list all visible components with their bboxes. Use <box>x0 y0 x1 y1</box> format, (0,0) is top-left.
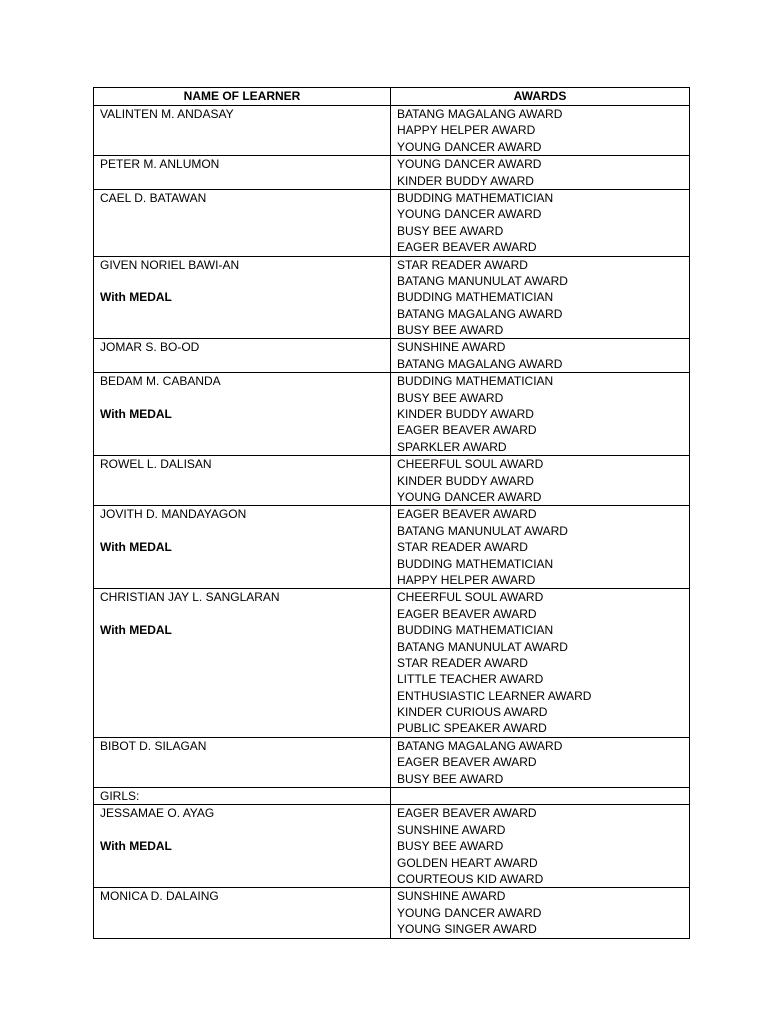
awards-cell <box>391 456 690 506</box>
award-item: BUDDING MATHEMATICIAN <box>397 290 554 305</box>
award-item: GOLDEN HEART AWARD <box>397 855 538 870</box>
awards-cell <box>391 788 690 805</box>
table-row <box>94 506 690 589</box>
table-row <box>94 589 690 738</box>
award-item: BUDDING MATHEMATICIAN <box>397 556 554 571</box>
award-item: SUNSHINE AWARD <box>397 822 506 837</box>
award-item: BUSY BEE AWARD <box>397 223 504 238</box>
empty-awards <box>397 788 689 804</box>
awards-cell <box>391 189 690 256</box>
award-item: BUDDING MATHEMATICIAN <box>397 623 554 638</box>
award-item: EAGER BEAVER AWARD <box>397 606 537 621</box>
learner-name: CHRISTIAN JAY L. SANGLARAN <box>100 590 280 605</box>
table-row <box>94 339 690 373</box>
award-item: BUDDING MATHEMATICIAN <box>397 374 554 389</box>
award-item: KINDER BUDDY AWARD <box>397 473 534 488</box>
section-row <box>94 788 690 805</box>
award-item: SPARKLER AWARD <box>397 439 507 454</box>
learner-name: JESSAMAE O. AYAG <box>100 806 215 821</box>
learner-name-cell <box>94 106 391 156</box>
learner-name: GIVEN NORIEL BAWI-AN <box>100 257 240 272</box>
learner-name: ROWEL L. DALISAN <box>100 457 212 472</box>
award-item: COURTEOUS KID AWARD <box>397 871 544 886</box>
award-item: YOUNG DANCER AWARD <box>397 905 542 920</box>
table-row <box>94 189 690 256</box>
medal-label: With MEDAL <box>100 623 172 638</box>
award-item: PUBLIC SPEAKER AWARD <box>397 721 547 736</box>
award-item: ENTHUSIASTIC LEARNER AWARD <box>397 688 592 703</box>
award-item: BATANG MANUNULAT AWARD <box>397 639 568 654</box>
learner-name: JOMAR S. BO-OD <box>100 340 200 355</box>
learner-name-cell <box>94 506 391 589</box>
award-item: YOUNG SINGER AWARD <box>397 922 537 937</box>
award-item: EAGER BEAVER AWARD <box>397 423 537 438</box>
learner-name-cell <box>94 156 391 190</box>
award-item: BUSY BEE AWARD <box>397 390 504 405</box>
award-item: BATANG MAGALANG AWARD <box>397 306 563 321</box>
award-item: HAPPY HELPER AWARD <box>397 123 536 138</box>
learner-name: CAEL D. BATAWAN <box>100 190 207 205</box>
award-item: STAR READER AWARD <box>397 655 528 670</box>
awards-cell <box>391 737 690 787</box>
medal-label: With MEDAL <box>100 540 172 555</box>
award-item: BATANG MAGALANG AWARD <box>397 356 563 371</box>
learner-name-cell <box>94 373 391 456</box>
table-row <box>94 156 690 190</box>
award-item: BUSY BEE AWARD <box>397 771 504 786</box>
award-item: SUNSHINE AWARD <box>397 889 506 904</box>
table-row <box>94 805 690 888</box>
award-item: BATANG MANUNULAT AWARD <box>397 523 568 538</box>
medal-label: With MEDAL <box>100 407 172 422</box>
award-item: EAGER BEAVER AWARD <box>397 240 537 255</box>
award-item: HAPPY HELPER AWARD <box>397 572 536 587</box>
award-item: KINDER BUDDY AWARD <box>397 407 534 422</box>
learner-name-cell <box>94 737 391 787</box>
awards-table <box>93 87 690 939</box>
learner-name-cell <box>94 589 391 738</box>
header-name-of-learner: NAME OF LEARNER <box>94 88 391 106</box>
learner-name: MONICA D. DALAING <box>100 889 219 904</box>
table-row <box>94 373 690 456</box>
medal-label: With MEDAL <box>100 290 172 305</box>
award-item: EAGER BEAVER AWARD <box>397 507 537 522</box>
table-body <box>94 106 690 939</box>
section-label: GIRLS: <box>100 789 140 804</box>
learner-name: BEDAM M. CABANDA <box>100 374 221 389</box>
award-item: SUNSHINE AWARD <box>397 340 506 355</box>
table-row <box>94 737 690 787</box>
award-item: KINDER CURIOUS AWARD <box>397 705 548 720</box>
learner-name-cell <box>94 456 391 506</box>
learner-name: BIBOT D. SILAGAN <box>100 738 207 753</box>
awards-cell <box>391 589 690 738</box>
learner-name-cell <box>94 256 391 339</box>
table-row <box>94 456 690 506</box>
award-item: CHEERFUL SOUL AWARD <box>397 457 544 472</box>
award-item: EAGER BEAVER AWARD <box>397 755 537 770</box>
award-item: BUDDING MATHEMATICIAN <box>397 190 554 205</box>
award-item: LITTLE TEACHER AWARD <box>397 672 544 687</box>
awards-cell <box>391 373 690 456</box>
award-item: BATANG MAGALANG AWARD <box>397 107 563 121</box>
award-item: EAGER BEAVER AWARD <box>397 806 537 821</box>
header-row <box>94 88 690 106</box>
award-item: YOUNG DANCER AWARD <box>397 489 542 504</box>
section-label-cell <box>94 788 391 805</box>
award-item: YOUNG DANCER AWARD <box>397 157 542 172</box>
table-row <box>94 106 690 156</box>
learner-name-cell <box>94 805 391 888</box>
award-item: STAR READER AWARD <box>397 540 528 555</box>
learner-name: PETER M. ANLUMON <box>100 157 220 172</box>
awards-cell <box>391 156 690 190</box>
award-item: YOUNG DANCER AWARD <box>397 207 542 222</box>
learner-name-cell <box>94 888 391 938</box>
award-item: KINDER BUDDY AWARD <box>397 173 534 188</box>
learner-name-cell <box>94 339 391 373</box>
awards-cell <box>391 805 690 888</box>
award-item: BUSY BEE AWARD <box>397 839 504 854</box>
award-item: YOUNG DANCER AWARD <box>397 139 542 154</box>
awards-cell <box>391 256 690 339</box>
table-row <box>94 888 690 938</box>
learner-name: VALINTEN M. ANDASAY <box>100 107 234 121</box>
awards-cell <box>391 506 690 589</box>
award-item: STAR READER AWARD <box>397 257 528 272</box>
award-item: BUSY BEE AWARD <box>397 323 504 338</box>
learner-name-cell <box>94 189 391 256</box>
medal-label: With MEDAL <box>100 839 172 854</box>
award-item: BATANG MAGALANG AWARD <box>397 738 563 753</box>
learner-name: JOVITH D. MANDAYAGON <box>100 507 247 522</box>
award-item: BATANG MANUNULAT AWARD <box>397 273 568 288</box>
award-item: CHEERFUL SOUL AWARD <box>397 590 544 605</box>
awards-cell <box>391 888 690 938</box>
table-row <box>94 256 690 339</box>
table-header <box>94 88 690 106</box>
header-awards: AWARDS <box>391 88 690 106</box>
awards-cell <box>391 106 690 156</box>
awards-cell <box>391 339 690 373</box>
